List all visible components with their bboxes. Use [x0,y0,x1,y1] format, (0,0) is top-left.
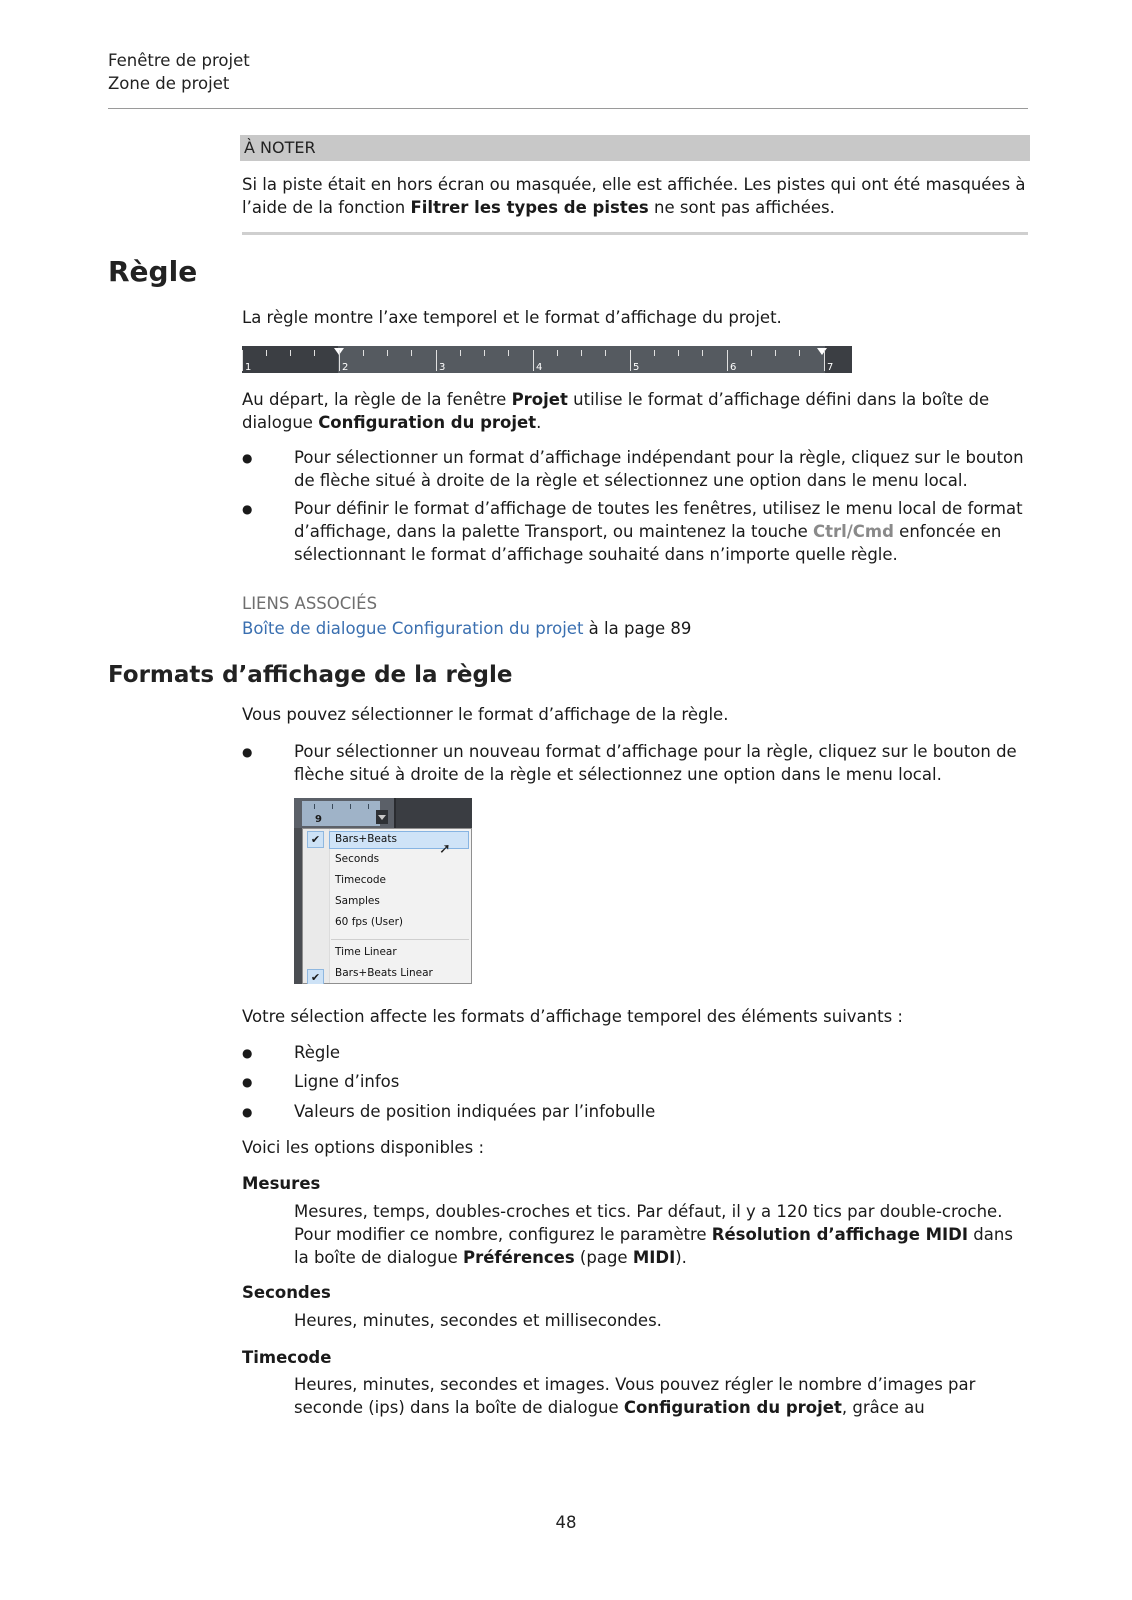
option-term-mesures: Mesures [242,1174,321,1193]
section-title-formats: Formats d’affichage de la règle [108,662,513,688]
ruler-image [242,346,852,373]
ruler-beat-tick [484,350,485,356]
note-label: À NOTER [244,138,316,157]
text-bold: Préférences [463,1248,575,1267]
regle-bullet-2 [294,497,1024,566]
menu-item-60fps[interactable]: 60 fps (User) [335,916,403,928]
ruler-bar-label: 2 [342,362,349,373]
text-part: , grâce au [841,1398,925,1417]
affects-item: Ligne d’infos [294,1072,400,1091]
menu-ruler-label: 9 [315,814,322,825]
ruler-tick [332,804,333,809]
menu-ruler-area [294,798,472,828]
keyboard-shortcut: Ctrl/Cmd [812,522,894,541]
note-banner [240,135,1030,161]
related-link-line [242,617,1022,640]
ruler-tick [368,804,369,809]
ruler-beat-tick [775,350,776,356]
ruler-beat-tick [460,350,461,356]
text-bold: MIDI [632,1248,676,1267]
popup-gutter [303,829,330,983]
text-bold: Configuration du projet [318,413,537,432]
menu-item-samples[interactable]: Samples [335,895,380,907]
page-number: 48 [555,1513,577,1532]
text-bold: Configuration du projet [623,1398,842,1417]
text-part: ). [675,1248,687,1267]
ruler-beat-tick [581,350,582,356]
affects-item: Valeurs de position indiquées par l’infobulle [294,1102,656,1121]
related-links-label: LIENS ASSOCIÉS [242,594,378,613]
running-header-section: Zone de projet [108,74,230,93]
note-divider [242,232,1028,235]
ruler-bar-label: 6 [730,362,737,373]
header-divider [108,108,1028,109]
option-desc-timecode [294,1373,1014,1419]
menu-item-seconds[interactable]: Seconds [335,853,380,865]
ruler-bar-line [436,350,437,371]
bullet-icon: ● [242,451,253,465]
running-header-chapter: Fenêtre de projet [108,51,250,70]
ruler-bar-label: 7 [827,362,834,373]
ruler-bar-label: 1 [245,362,252,373]
ruler-bar-label: 3 [439,362,446,373]
text-part: Pour définir le format d’affichage de toutes les fenêtres, utilisez le menu local de format d’affichage, dans la palette Transport, ou maintenez la touche [294,499,1023,541]
ruler-bar-line [630,350,631,371]
ruler-beat-tick [411,350,412,356]
ruler-tick [314,804,315,809]
menu-item-bars-beats-linear[interactable]: Bars+Beats Linear [335,967,433,979]
mouse-cursor-icon: ➚ [439,841,451,857]
bullet-icon: ● [242,502,253,516]
option-term-timecode: Timecode [242,1348,332,1367]
text-bold: Résolution d’affichage MIDI [711,1225,969,1244]
ruler-beat-tick [508,350,509,356]
ruler-beat-tick [290,350,291,356]
ruler-bar-line [727,350,728,371]
bullet-icon: ● [242,1046,253,1060]
note-text [242,173,1032,219]
menu-item-bars-beats[interactable]: Bars+Beats [335,833,397,845]
text-part: Au départ, la règle de la fenêtre [242,390,512,409]
ruler-beat-tick [654,350,655,356]
option-desc-mesures [294,1200,1014,1269]
display-format-menu-image [294,798,472,984]
bullet-icon: ● [242,745,253,759]
text-part: (page [574,1248,633,1267]
menu-dark-panel [394,798,472,828]
section-title-regle: Règle [108,255,198,288]
ruler-bar-label: 5 [633,362,640,373]
display-format-popup [302,828,472,984]
ruler-beat-tick [702,350,703,356]
affects-item: Règle [294,1043,341,1062]
text-part: . [536,413,542,432]
ruler-bar-line [339,350,340,371]
affects-intro: Votre sélection affecte les formats d’affichage temporel des éléments suivants : [242,1007,903,1026]
options-intro: Voici les options disponibles : [242,1138,485,1157]
regle-bullet-1: Pour sélectionner un format d’affichage indépendant pour la règle, cliquez sur le bouton de flèche situé à droite de la règle et sélectionnez une option dans le menu local. [294,448,1024,490]
note-text-part: ne sont pas affichées. [648,198,835,217]
checkmark-icon: ✔ [307,831,324,848]
ruler-beat-tick [799,350,800,356]
menu-item-timecode[interactable]: Timecode [335,874,387,886]
ruler-beat-tick [557,350,558,356]
regle-paragraph [242,388,1022,434]
checkmark-icon: ✔ [307,969,324,984]
formats-intro: Vous pouvez sélectionner le format d’affichage de la règle. [242,705,729,724]
note-text-part: Si la piste était en hors écran ou masquée, elle est affichée. Les pistes qui ont été masquées à l’aide de la fonction [242,175,1026,217]
ruler-beat-tick [678,350,679,356]
text-part: Mesures, temps, doubles-croches et tics. Par défaut, il y a 120 tics par double-croche. Pour modifier ce nombre, configurez le paramètre [294,1202,1003,1244]
formats-bullet-1: Pour sélectionner un nouveau format d’affichage pour la règle, cliquez sur le bouton de flèche situé à droite de la règle et sélectionnez une option dans le menu local. [294,742,1017,784]
ruler-tick [350,804,351,809]
ruler-beat-tick [387,350,388,356]
ruler-bar-line [533,350,534,371]
note-text-bold: Filtrer les types de pistes [410,198,649,217]
ruler-beat-tick [605,350,606,356]
text-part: dans la boîte de dialogue [294,1225,1013,1267]
menu-ruler [302,801,380,826]
ruler-beat-tick [363,350,364,356]
menu-separator [331,939,469,940]
text-part: enfoncée en sélectionnant le format d’affichage souhaité dans n’importe quelle règle. [294,522,1002,564]
bullet-icon: ● [242,1105,253,1119]
related-link[interactable]: Boîte de dialogue Configuration du projet [242,619,584,638]
text-part: utilise le format d’affichage défini dans la boîte de dialogue [242,390,990,432]
ruler-bar-line [824,350,825,371]
ruler-beat-tick [266,350,267,356]
ruler-format-arrow-button[interactable] [376,810,388,824]
option-desc-secondes: Heures, minutes, secondes et millisecondes. [294,1311,662,1330]
menu-item-time-linear[interactable]: Time Linear [335,946,397,958]
ruler-beat-tick [314,350,315,356]
regle-intro: La règle montre l’axe temporel et le format d’affichage du projet. [242,308,782,327]
bullet-icon: ● [242,1075,253,1089]
ruler-bar-line [242,350,243,371]
ruler-bar-label: 4 [536,362,543,373]
option-term-secondes: Secondes [242,1283,331,1302]
text-part: Heures, minutes, secondes et images. Vous pouvez régler le nombre d’images par seconde (ips) dans la boîte de dialogue [294,1375,976,1417]
related-link-page: à la page 89 [583,619,692,638]
ruler-right-locator-marker [817,348,827,355]
ruler-beat-tick [751,350,752,356]
text-bold: Projet [511,390,568,409]
